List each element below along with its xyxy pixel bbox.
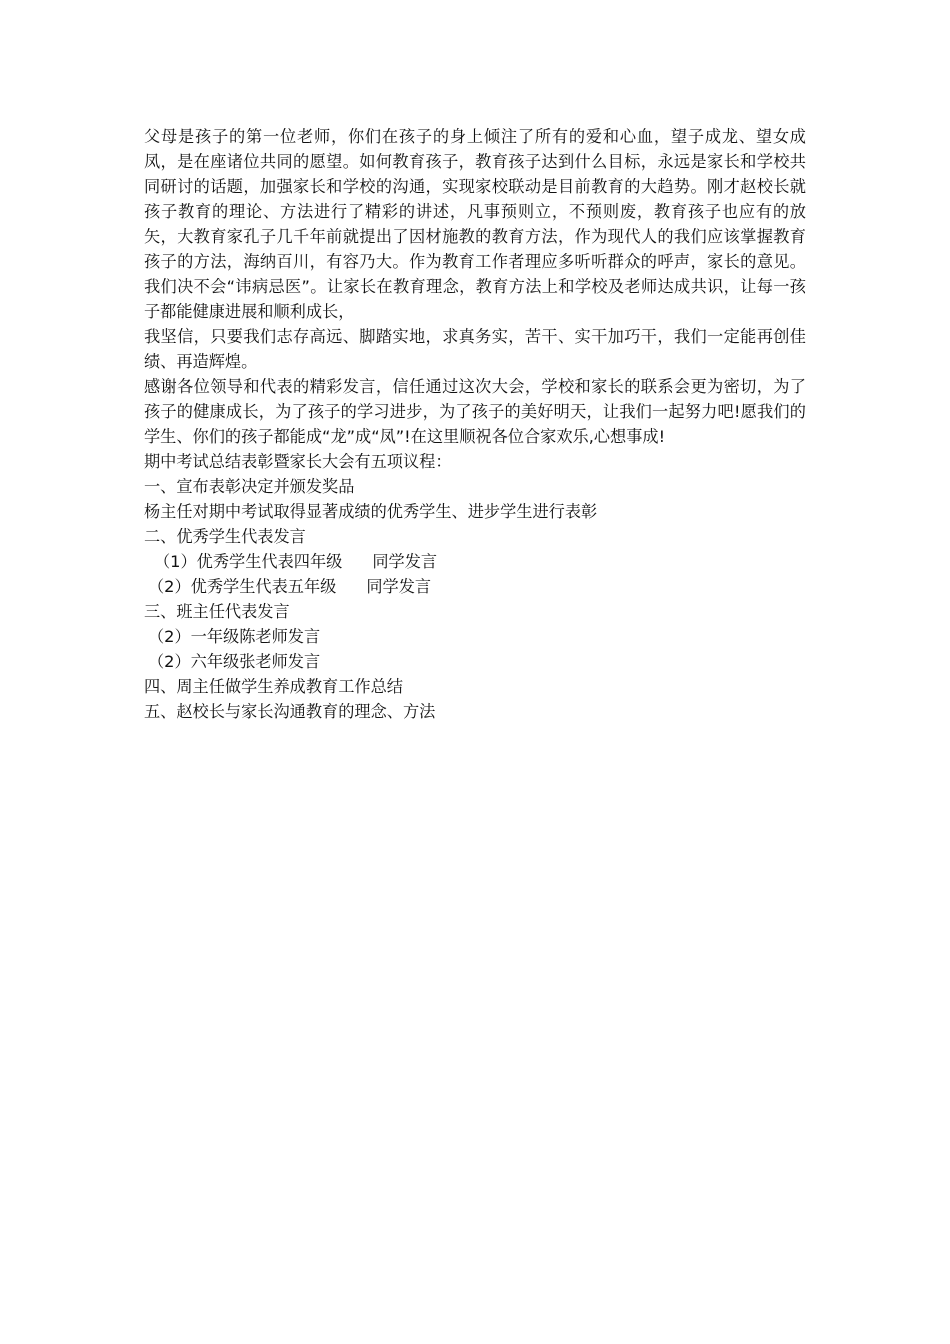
agenda-intro: 期中考试总结表彰暨家长大会有五项议程： bbox=[144, 452, 452, 471]
document-page bbox=[144, 124, 806, 724]
agenda-item-3-sub-1: （2）一年级陈老师发言 bbox=[148, 627, 321, 646]
paragraph-parents-role: 父母是孩子的第一位老师，你们在孩子的身上倾注了所有的爱和心血，望子成龙、望女成凤，是在座诸位共同的愿望。如何教育孩子，教育孩子达到什么目标，永远是家长和学校共同研讨的话题，加强家长和学校的沟通，实现家校联动是目前教育的大趋势。刚才赵校长就孩子教育的理论、方法进行了精彩的讲述，凡事预则立，不预则废，教育孩子也应有的放矢，大教育家孔子几千年前就提出了因材施教的教育方法，作为现代人的我们应该掌握教育孩子的方法，海纳百川，有容乃大。作为教育工作者理应多听听群众的呼声，家长的意见。我们决不会“讳病忌医”。让家长在教育理念，教育方法上和学校及老师达成共识，让每一孩子都能健康进展和顺利成长， bbox=[144, 127, 806, 321]
agenda-item-2-sub-2-label: （2）优秀学生代表五年级 bbox=[148, 577, 337, 596]
agenda-item-1: 一、宣布表彰决定并颁发奖品 bbox=[144, 477, 355, 496]
agenda-item-2: 二、优秀学生代表发言 bbox=[144, 527, 306, 546]
agenda-item-3: 三、班主任代表发言 bbox=[144, 602, 290, 621]
agenda-item-2-sub-1 bbox=[144, 549, 806, 574]
agenda-item-2-sub-1-label: （1）优秀学生代表四年级 bbox=[154, 552, 343, 571]
agenda-item-1-detail: 杨主任对期中考试取得显著成绩的优秀学生、进步学生进行表彰 bbox=[144, 502, 598, 521]
paragraph-confidence: 我坚信，只要我们志存高远、脚踏实地，求真务实，苦干、实干加巧干，我们一定能再创佳绩、再造辉煌。 bbox=[144, 327, 806, 371]
paragraph-thanks: 感谢各位领导和代表的精彩发言，信任通过这次大会，学校和家长的联系会更为密切，为了孩子的健康成长，为了孩子的学习进步，为了孩子的美好明天，让我们一起努力吧!愿我们的学生、你们的孩子都能成“龙”成“凤”!在这里顺祝各位合家欢乐,心想事成! bbox=[144, 377, 806, 446]
agenda-item-2-sub-2 bbox=[144, 574, 806, 599]
agenda-item-3-sub-2: （2）六年级张老师发言 bbox=[148, 652, 321, 671]
agenda-item-2-sub-1-suffix: 同学发言 bbox=[372, 552, 438, 571]
agenda-item-5: 五、赵校长与家长沟通教育的理念、方法 bbox=[144, 702, 436, 721]
agenda-item-2-sub-2-suffix: 同学发言 bbox=[366, 577, 432, 596]
agenda-item-4: 四、周主任做学生养成教育工作总结 bbox=[144, 677, 403, 696]
